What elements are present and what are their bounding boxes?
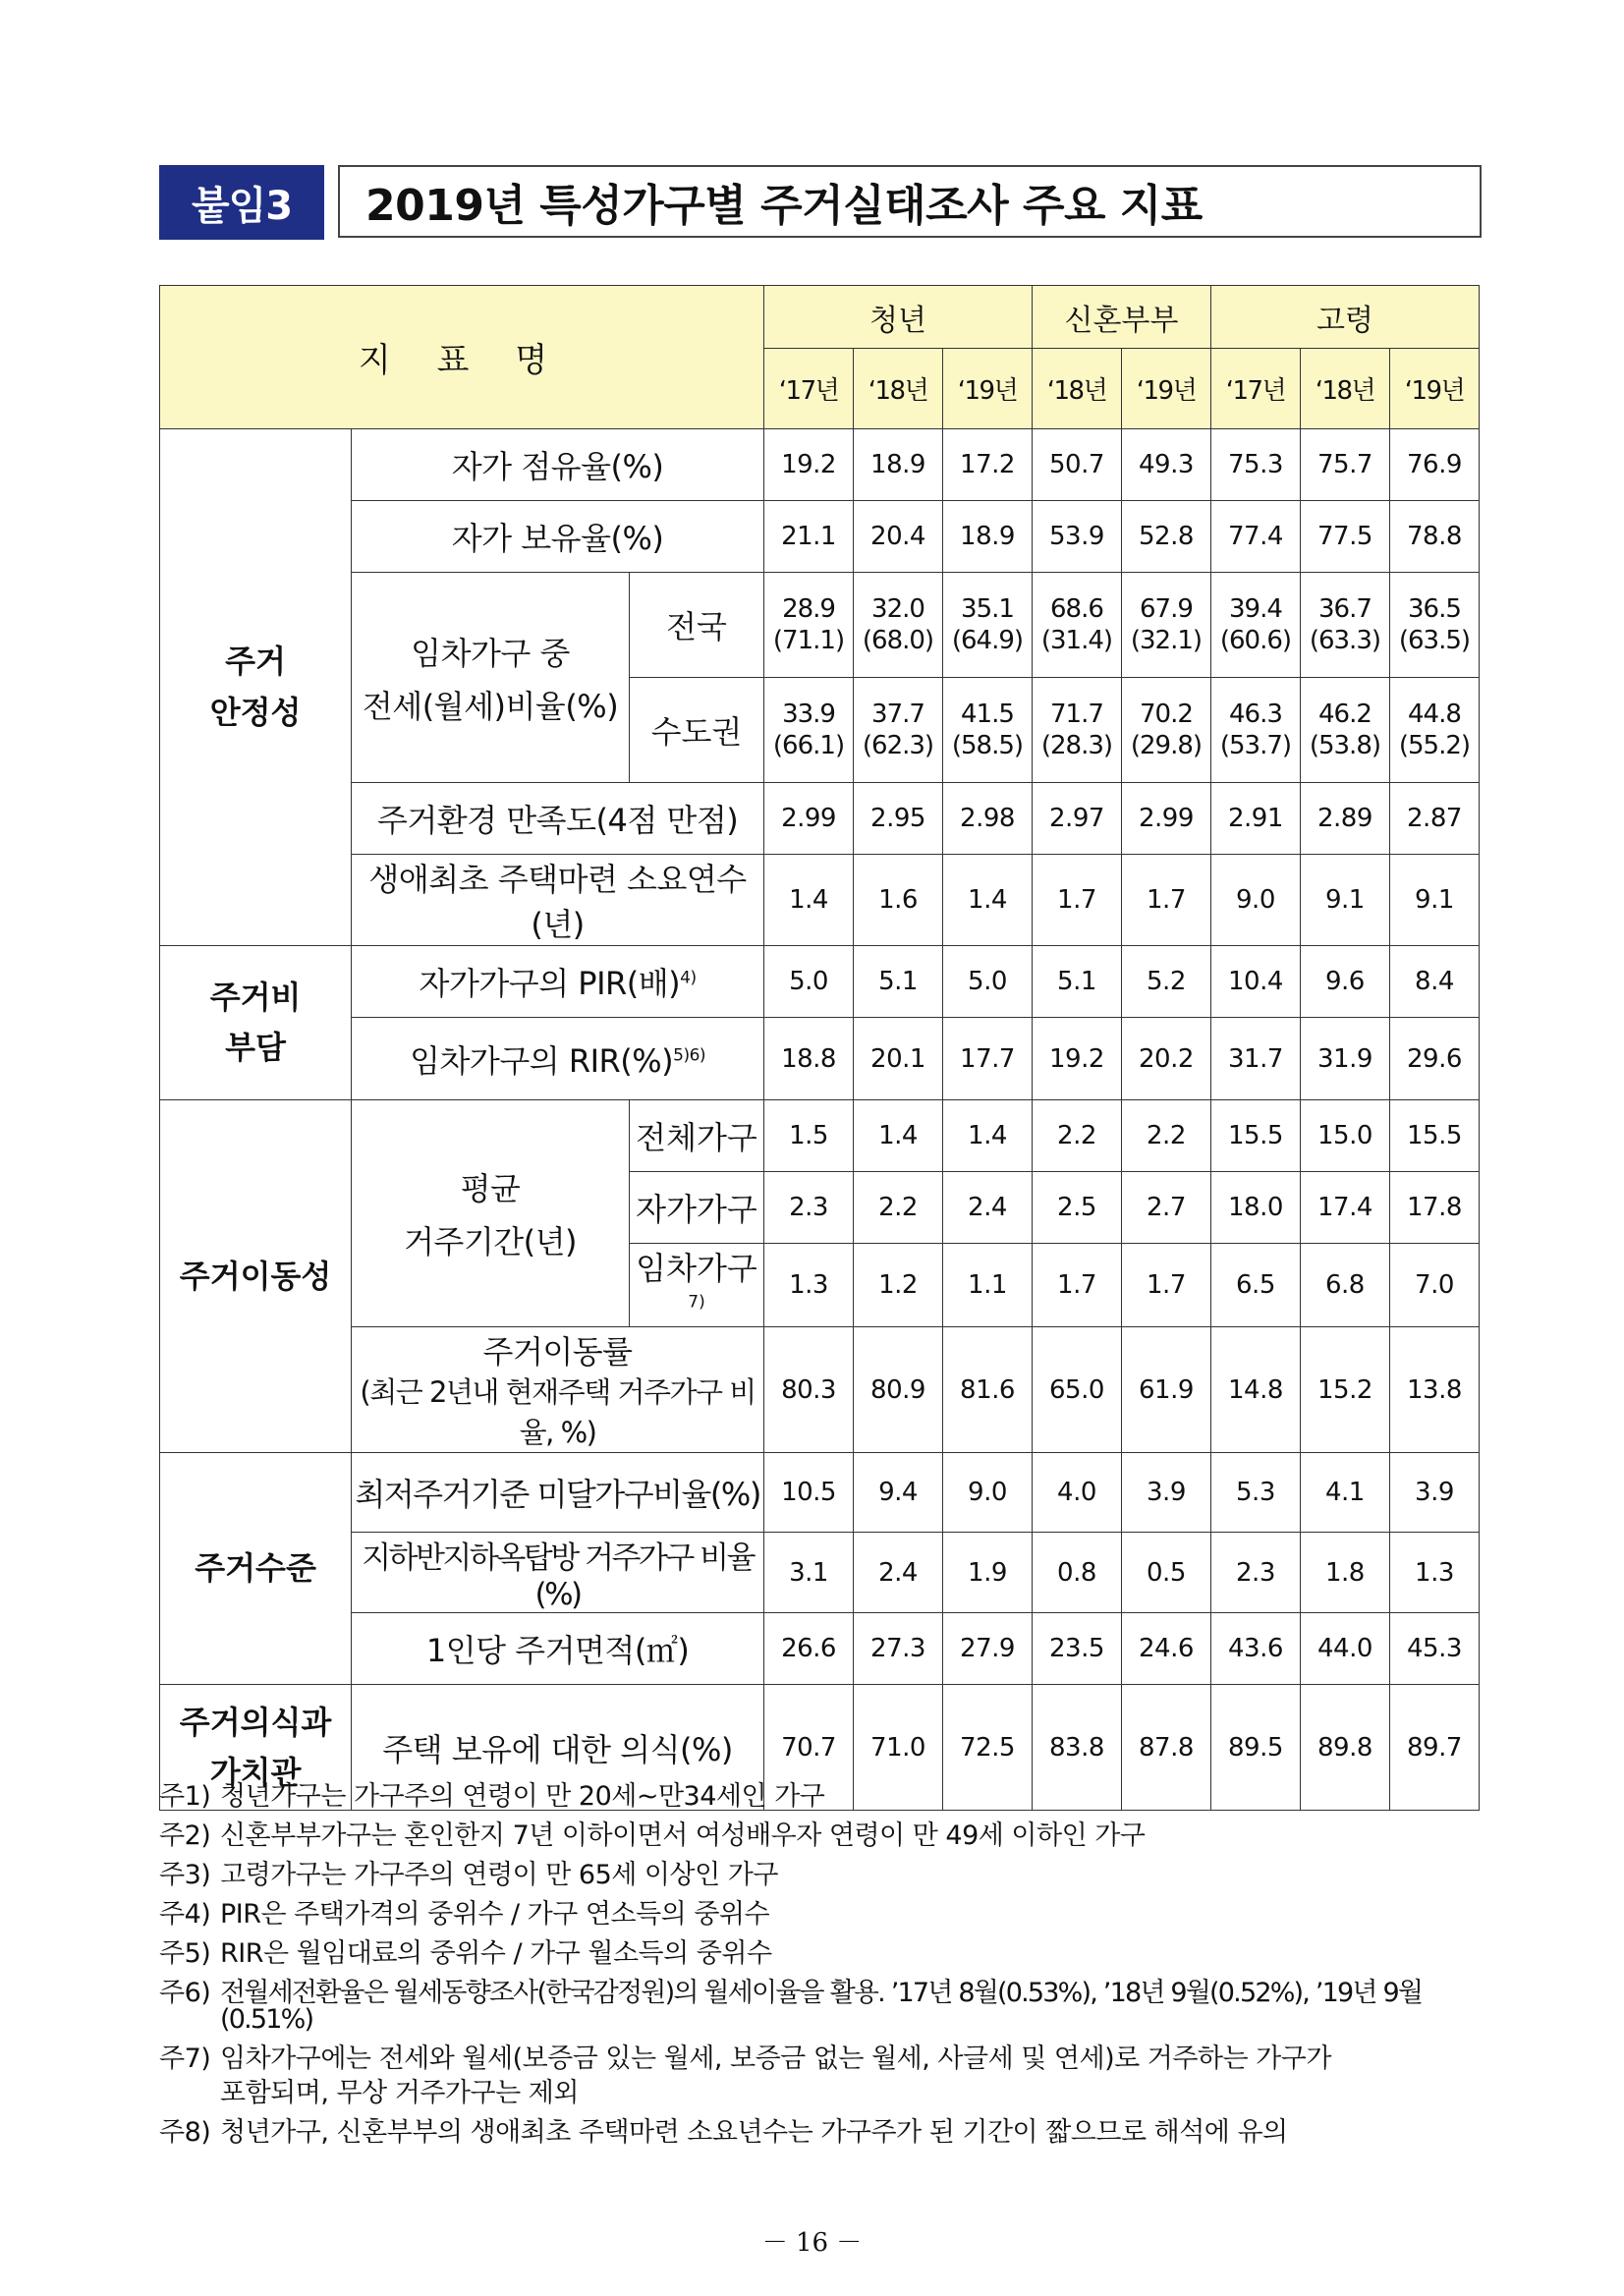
value-cell: 15.2 — [1300, 1327, 1389, 1453]
value-cell: 15.0 — [1300, 1100, 1389, 1172]
value-cell: 8.4 — [1389, 946, 1479, 1018]
footnote-label: 주5) — [159, 1938, 211, 1969]
value-cell: 78.8 — [1389, 501, 1479, 573]
value-cell: 2.2 — [854, 1172, 943, 1244]
wolse-value: (58.5) — [951, 731, 1024, 760]
indicator-label: 자가가구의 PIR(배) — [419, 965, 681, 1002]
wolse-value: (64.9) — [951, 626, 1024, 655]
value-cell: 10.4 — [1210, 946, 1300, 1018]
footnote-item — [159, 1901, 1485, 1928]
jeonse-value: 70.2 — [1140, 699, 1193, 729]
row-substandard — [160, 1453, 1480, 1533]
jeonse-value: 36.7 — [1317, 593, 1372, 624]
footnote-label: 주4) — [159, 1899, 211, 1930]
subgroup-label: 임차가구 — [636, 1250, 757, 1287]
value-cell-pair — [764, 678, 854, 783]
value-cell: 20.1 — [854, 1018, 943, 1100]
value-cell: 31.9 — [1300, 1018, 1389, 1100]
value-cell: 29.6 — [1389, 1018, 1479, 1100]
footnote-item — [159, 1862, 1485, 1888]
value-cell: 2.4 — [854, 1533, 943, 1613]
footnote-item — [159, 1940, 1485, 1967]
indicator-label: 거주기간(년) — [404, 1223, 578, 1260]
value-cell: 2.98 — [942, 783, 1032, 855]
attachment-badge: 붙임3 — [159, 165, 324, 240]
category-label: 주거의식과 가치관 — [179, 1703, 332, 1791]
indicator-label: 1인당 주거면적(㎡) — [352, 1613, 764, 1685]
header-year: ‘19년 — [1389, 349, 1479, 429]
footnote-text: 신혼부부가구는 혼인한지 7년 이하이면서 여성배우자 연령이 만 49세 이하인 가구 — [220, 1820, 1146, 1851]
value-cell: 1.7 — [1121, 855, 1210, 946]
value-cell: 5.1 — [1032, 946, 1121, 1018]
footnote-ref: 5)6) — [673, 1044, 706, 1065]
wolse-value: (28.3) — [1040, 731, 1113, 760]
value-cell: 5.1 — [854, 946, 943, 1018]
jeonse-value: 32.0 — [871, 593, 924, 624]
value-cell: 1.4 — [942, 1100, 1032, 1172]
value-cell-pair — [764, 573, 854, 678]
value-cell: 1.1 — [942, 1244, 1032, 1327]
wolse-value: (62.3) — [862, 731, 934, 760]
value-cell: 89.5 — [1210, 1685, 1300, 1811]
indicator-label: 임차가구 중 — [411, 634, 570, 672]
indicator-rir — [352, 1018, 764, 1100]
footnote-text: RIR은 월임대료의 중위수 / 가구 월소득의 중위수 — [220, 1938, 772, 1969]
footnote-item — [159, 2045, 1485, 2106]
row-basement — [160, 1533, 1480, 1613]
value-cell: 4.1 — [1300, 1453, 1389, 1533]
footnote-item — [159, 2119, 1485, 2146]
value-cell-pair — [1210, 573, 1300, 678]
value-cell: 75.3 — [1210, 429, 1300, 501]
value-cell: 80.3 — [764, 1327, 854, 1453]
value-cell: 24.6 — [1121, 1613, 1210, 1685]
footnote-text: 청년가구, 신혼부부의 생애최초 주택마련 소요년수는 가구주가 된 기간이 짧으므로 해석에 유의 — [220, 2117, 1288, 2148]
value-cell: 18.9 — [942, 501, 1032, 573]
value-cell: 44.0 — [1300, 1613, 1389, 1685]
jeonse-value: 35.1 — [961, 593, 1014, 624]
indicator-jeonse-ratio — [352, 573, 630, 783]
jeonse-value: 39.4 — [1229, 593, 1282, 624]
wolse-value: (63.5) — [1398, 626, 1471, 655]
footnote-text: 청년가구는 가구주의 연령이 만 20세~만34세인 가구 — [220, 1781, 825, 1812]
wolse-value: (63.3) — [1309, 626, 1381, 655]
value-cell-pair — [854, 573, 943, 678]
value-cell: 17.2 — [942, 429, 1032, 501]
value-cell: 1.2 — [854, 1244, 943, 1327]
value-cell: 3.9 — [1389, 1453, 1479, 1533]
header-year: ‘18년 — [1300, 349, 1389, 429]
jeonse-value: 41.5 — [961, 699, 1014, 729]
value-cell: 6.8 — [1300, 1244, 1389, 1327]
value-cell: 87.8 — [1121, 1685, 1210, 1811]
wolse-value: (60.6) — [1219, 626, 1292, 655]
value-cell: 0.5 — [1121, 1533, 1210, 1613]
category-burden — [160, 946, 352, 1100]
value-cell: 17.8 — [1389, 1172, 1479, 1244]
value-cell: 27.9 — [942, 1613, 1032, 1685]
row-satisfaction — [160, 783, 1480, 855]
value-cell-pair — [1121, 573, 1210, 678]
row-mobility-rate — [160, 1327, 1480, 1453]
value-cell: 2.87 — [1389, 783, 1479, 855]
footnote-text: 고령가구는 가구주의 연령이 만 65세 이상인 가구 — [220, 1860, 778, 1890]
indicator-avg-residence — [352, 1100, 630, 1327]
value-cell: 52.8 — [1121, 501, 1210, 573]
indicator-label: 평균 — [460, 1170, 521, 1207]
indicator-label: 주거이동률 — [482, 1333, 633, 1371]
value-cell-pair — [942, 573, 1032, 678]
footnote-item — [159, 1783, 1485, 1810]
header-year: ‘19년 — [1121, 349, 1210, 429]
indicator-label-sub: (최근 2년내 현재주택 거주가구 비율, %) — [360, 1375, 756, 1449]
value-cell: 1.7 — [1032, 855, 1121, 946]
value-cell: 89.7 — [1389, 1685, 1479, 1811]
value-cell: 21.1 — [764, 501, 854, 573]
header-group-newlyweds: 신혼부부 — [1032, 286, 1210, 349]
value-cell: 26.6 — [764, 1613, 854, 1685]
title-row — [159, 165, 1484, 242]
value-cell: 0.8 — [1032, 1533, 1121, 1613]
indicator-pir — [352, 946, 764, 1018]
value-cell: 9.0 — [942, 1453, 1032, 1533]
footnote-ref: 7) — [688, 1292, 705, 1313]
value-cell: 23.5 — [1032, 1613, 1121, 1685]
value-cell: 1.5 — [764, 1100, 854, 1172]
header-indicator-name: 지 표 명 — [160, 286, 764, 429]
wolse-value: (55.2) — [1398, 731, 1471, 760]
value-cell-pair — [1389, 573, 1479, 678]
value-cell-pair — [1210, 678, 1300, 783]
jeonse-value: 46.3 — [1229, 699, 1282, 729]
value-cell: 71.0 — [854, 1685, 943, 1811]
value-cell: 19.2 — [764, 429, 854, 501]
subgroup-label: 전체가구 — [629, 1100, 763, 1172]
indicator-label: 최저주거기준 미달가구비율(%) — [352, 1453, 764, 1533]
value-cell-pair — [1300, 573, 1389, 678]
jeonse-value: 71.7 — [1050, 699, 1103, 729]
footnote-label: 주7) — [159, 2044, 211, 2074]
value-cell-pair — [1032, 573, 1121, 678]
row-floor-area — [160, 1613, 1480, 1685]
indicator-label: 전세(월세)비율(%) — [362, 687, 619, 725]
row-own-ownership — [160, 501, 1480, 573]
value-cell: 2.5 — [1032, 1172, 1121, 1244]
header-year: ‘17년 — [1210, 349, 1300, 429]
indicator-mobility-rate — [352, 1327, 764, 1453]
row-pir — [160, 946, 1480, 1018]
value-cell: 9.4 — [854, 1453, 943, 1533]
value-cell: 89.8 — [1300, 1685, 1389, 1811]
header-year: ‘18년 — [1032, 349, 1121, 429]
category-label: 주거비 부담 — [209, 978, 302, 1066]
value-cell: 77.5 — [1300, 501, 1389, 573]
value-cell: 18.8 — [764, 1018, 854, 1100]
region-capital: 수도권 — [629, 678, 763, 783]
value-cell: 80.9 — [854, 1327, 943, 1453]
value-cell: 49.3 — [1121, 429, 1210, 501]
value-cell: 70.7 — [764, 1685, 854, 1811]
header-group-elderly: 고령 — [1210, 286, 1479, 349]
value-cell-pair — [1389, 678, 1479, 783]
value-cell: 9.1 — [1389, 855, 1479, 946]
value-cell: 20.4 — [854, 501, 943, 573]
value-cell: 10.5 — [764, 1453, 854, 1533]
value-cell: 1.4 — [764, 855, 854, 946]
jeonse-value: 67.9 — [1140, 593, 1193, 624]
value-cell: 2.3 — [764, 1172, 854, 1244]
value-cell: 75.7 — [1300, 429, 1389, 501]
value-cell: 9.1 — [1300, 855, 1389, 946]
value-cell: 43.6 — [1210, 1613, 1300, 1685]
value-cell: 5.0 — [764, 946, 854, 1018]
jeonse-value: 68.6 — [1050, 593, 1103, 624]
row-all-households — [160, 1100, 1480, 1172]
footnote-text: 전월세전환율은 월세동향조사(한국감정원)의 월세이율을 활용. ’17년 8월(0.53%), ’18년 9월(0.52%), ’19년 9월(0.51%) — [220, 1978, 1423, 2035]
value-cell: 5.3 — [1210, 1453, 1300, 1533]
wolse-value: (53.8) — [1309, 731, 1381, 760]
wolse-value: (53.7) — [1219, 731, 1292, 760]
value-cell: 76.9 — [1389, 429, 1479, 501]
value-cell: 19.2 — [1032, 1018, 1121, 1100]
value-cell: 15.5 — [1210, 1100, 1300, 1172]
value-cell: 1.9 — [942, 1533, 1032, 1613]
value-cell: 20.2 — [1121, 1018, 1210, 1100]
page-number: － 16 － — [761, 2228, 863, 2258]
row-first-home-years — [160, 855, 1480, 946]
footnote-item — [159, 1822, 1485, 1849]
value-cell: 45.3 — [1389, 1613, 1479, 1685]
footnote-label: 주1) — [159, 1781, 211, 1812]
header-year: ‘19년 — [942, 349, 1032, 429]
value-cell-pair — [854, 678, 943, 783]
footnote-ref: 4) — [680, 968, 697, 988]
footnote-text: 임차가구에는 전세와 월세(보증금 있는 월세, 보증금 없는 월세, 사글세 및 연세)로 거주하는 가구가 — [220, 2044, 1331, 2074]
subgroup-renter — [629, 1244, 763, 1327]
value-cell: 9.0 — [1210, 855, 1300, 946]
value-cell: 2.97 — [1032, 783, 1121, 855]
wolse-value: (29.8) — [1130, 731, 1203, 760]
value-cell: 17.7 — [942, 1018, 1032, 1100]
indicator-table — [159, 285, 1480, 1811]
value-cell: 3.9 — [1121, 1453, 1210, 1533]
value-cell: 2.4 — [942, 1172, 1032, 1244]
value-cell: 2.99 — [764, 783, 854, 855]
jeonse-value: 33.9 — [782, 699, 835, 729]
wolse-value: (32.1) — [1130, 626, 1203, 655]
value-cell: 18.0 — [1210, 1172, 1300, 1244]
footnote-label: 주2) — [159, 1820, 211, 1851]
value-cell: 81.6 — [942, 1327, 1032, 1453]
value-cell: 7.0 — [1389, 1244, 1479, 1327]
jeonse-value: 37.7 — [871, 699, 924, 729]
footnote-label: 주6) — [159, 1978, 211, 2008]
value-cell: 72.5 — [942, 1685, 1032, 1811]
value-cell: 15.5 — [1389, 1100, 1479, 1172]
category-mobility: 주거이동성 — [160, 1100, 352, 1453]
header-group-youth: 청년 — [764, 286, 1033, 349]
indicator-label: 주거환경 만족도(4점 만점) — [352, 783, 764, 855]
value-cell: 2.95 — [854, 783, 943, 855]
value-cell: 65.0 — [1032, 1327, 1121, 1453]
footnote-label: 주8) — [159, 2117, 211, 2148]
value-cell: 1.8 — [1300, 1533, 1389, 1613]
value-cell: 9.6 — [1300, 946, 1389, 1018]
subgroup-label: 자가가구 — [629, 1172, 763, 1244]
value-cell: 1.4 — [942, 855, 1032, 946]
wolse-value: (66.1) — [772, 731, 845, 760]
value-cell: 2.2 — [1121, 1100, 1210, 1172]
value-cell: 61.9 — [1121, 1327, 1210, 1453]
value-cell-pair — [1300, 678, 1389, 783]
value-cell: 2.99 — [1121, 783, 1210, 855]
jeonse-value: 28.9 — [782, 593, 835, 624]
footnote-item — [159, 1980, 1485, 2033]
footnote-text-continued: 포함되며, 무상 거주가구는 제외 — [220, 2078, 579, 2108]
indicator-label: 자가 보유율(%) — [352, 501, 764, 573]
wolse-value: (68.0) — [862, 626, 934, 655]
value-cell-pair — [942, 678, 1032, 783]
value-cell: 1.6 — [854, 855, 943, 946]
indicator-label: 생애최초 주택마련 소요연수(년) — [352, 855, 764, 946]
value-cell: 1.4 — [854, 1100, 943, 1172]
value-cell: 1.3 — [1389, 1533, 1479, 1613]
jeonse-value: 36.5 — [1408, 593, 1461, 624]
value-cell: 13.8 — [1389, 1327, 1479, 1453]
value-cell: 50.7 — [1032, 429, 1121, 501]
category-level: 주거수준 — [160, 1453, 352, 1685]
value-cell: 18.9 — [854, 429, 943, 501]
value-cell: 5.2 — [1121, 946, 1210, 1018]
value-cell: 2.89 — [1300, 783, 1389, 855]
value-cell: 14.8 — [1210, 1327, 1300, 1453]
header-year: ‘17년 — [764, 349, 854, 429]
value-cell: 1.7 — [1121, 1244, 1210, 1327]
category-stability — [160, 429, 352, 946]
wolse-value: (71.1) — [772, 626, 845, 655]
header-year: ‘18년 — [854, 349, 943, 429]
value-cell: 6.5 — [1210, 1244, 1300, 1327]
value-cell: 2.7 — [1121, 1172, 1210, 1244]
region-nationwide: 전국 — [629, 573, 763, 678]
page-title: 2019년 특성가구별 주거실태조사 주요 지표 — [338, 165, 1482, 238]
value-cell: 2.3 — [1210, 1533, 1300, 1613]
footnotes — [159, 1783, 1485, 2158]
value-cell: 53.9 — [1032, 501, 1121, 573]
footnote-label: 주3) — [159, 1860, 211, 1890]
jeonse-value: 46.2 — [1317, 699, 1372, 729]
value-cell: 83.8 — [1032, 1685, 1121, 1811]
row-own-occupancy — [160, 429, 1480, 501]
row-nationwide — [160, 573, 1480, 678]
indicator-label: 주택 보유에 대한 의식(%) — [352, 1685, 764, 1811]
value-cell: 17.4 — [1300, 1172, 1389, 1244]
row-rir — [160, 1018, 1480, 1100]
value-cell: 27.3 — [854, 1613, 943, 1685]
value-cell: 77.4 — [1210, 501, 1300, 573]
footnote-text: PIR은 주택가격의 중위수 / 가구 연소득의 중위수 — [220, 1899, 770, 1930]
indicator-label: 지하반지하옥탑방 거주가구 비율(%) — [352, 1533, 764, 1613]
value-cell-pair — [1032, 678, 1121, 783]
category-label: 주거 안정성 — [209, 643, 302, 731]
indicator-label: 임차가구의 RIR(%) — [410, 1041, 674, 1080]
value-cell: 2.91 — [1210, 783, 1300, 855]
value-cell: 2.2 — [1032, 1100, 1121, 1172]
wolse-value: (31.4) — [1040, 626, 1113, 655]
value-cell: 3.1 — [764, 1533, 854, 1613]
value-cell: 1.3 — [764, 1244, 854, 1327]
value-cell: 31.7 — [1210, 1018, 1300, 1100]
value-cell: 5.0 — [942, 946, 1032, 1018]
indicator-label: 자가 점유율(%) — [352, 429, 764, 501]
value-cell: 4.0 — [1032, 1453, 1121, 1533]
value-cell: 1.7 — [1032, 1244, 1121, 1327]
jeonse-value: 44.8 — [1408, 699, 1461, 729]
value-cell-pair — [1121, 678, 1210, 783]
